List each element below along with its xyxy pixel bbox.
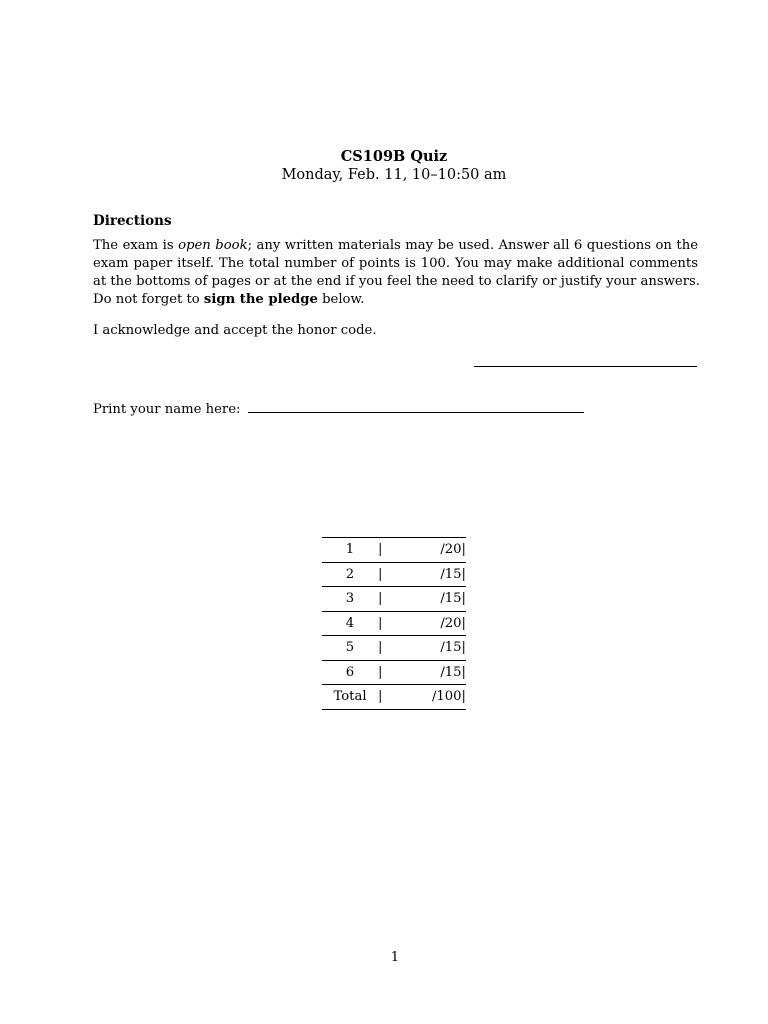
question-cell: 3 [322, 587, 378, 612]
name-line[interactable] [248, 412, 584, 413]
quiz-title: CS109B Quiz [340, 148, 448, 165]
sign-pledge-strong: sign the pledge [203, 292, 318, 307]
question-cell: 1 [322, 538, 378, 563]
question-cell: 2 [322, 562, 378, 587]
separator-cell: | [378, 538, 384, 563]
signature-line[interactable] [474, 366, 697, 367]
score-row [322, 538, 466, 563]
points-cell: /100| [384, 685, 466, 710]
question-cell: 6 [322, 660, 378, 685]
score-table [322, 537, 466, 710]
directions-line-2: exam paper itself. The total number of points is 100. You may make additional comments [93, 256, 698, 271]
score-row [322, 685, 466, 710]
score-row [322, 562, 466, 587]
separator-cell: | [378, 685, 384, 710]
quiz-date: Monday, Feb. 11, 10–10:50 am [281, 167, 507, 183]
page-number: 1 [390, 950, 400, 965]
points-cell: /20| [384, 538, 466, 563]
score-row [322, 611, 466, 636]
directions-heading: Directions [93, 213, 172, 229]
points-cell: /15| [384, 660, 466, 685]
points-cell: /20| [384, 611, 466, 636]
directions-line-1: The exam is open book; any written materials may be used. Answer all 6 questions on the [93, 238, 698, 253]
name-label: Print your name here: [93, 402, 241, 417]
question-cell: Total [322, 685, 378, 710]
score-row [322, 587, 466, 612]
directions-paragraph [93, 237, 698, 309]
honor-code-statement: I acknowledge and accept the honor code. [93, 323, 377, 338]
directions-line-3: at the bottoms of pages or at the end if you feel the need to clarify or justify your answers. [93, 274, 700, 289]
directions-line-4: Do not forget to sign the pledge below. [93, 292, 365, 307]
question-cell: 5 [322, 636, 378, 661]
points-cell: /15| [384, 636, 466, 661]
question-cell: 4 [322, 611, 378, 636]
score-row [322, 660, 466, 685]
separator-cell: | [378, 611, 384, 636]
separator-cell: | [378, 636, 384, 661]
separator-cell: | [378, 660, 384, 685]
open-book-emphasis: open book [178, 238, 248, 253]
points-cell: /15| [384, 562, 466, 587]
score-row [322, 636, 466, 661]
separator-cell: | [378, 587, 384, 612]
points-cell: /15| [384, 587, 466, 612]
separator-cell: | [378, 562, 384, 587]
